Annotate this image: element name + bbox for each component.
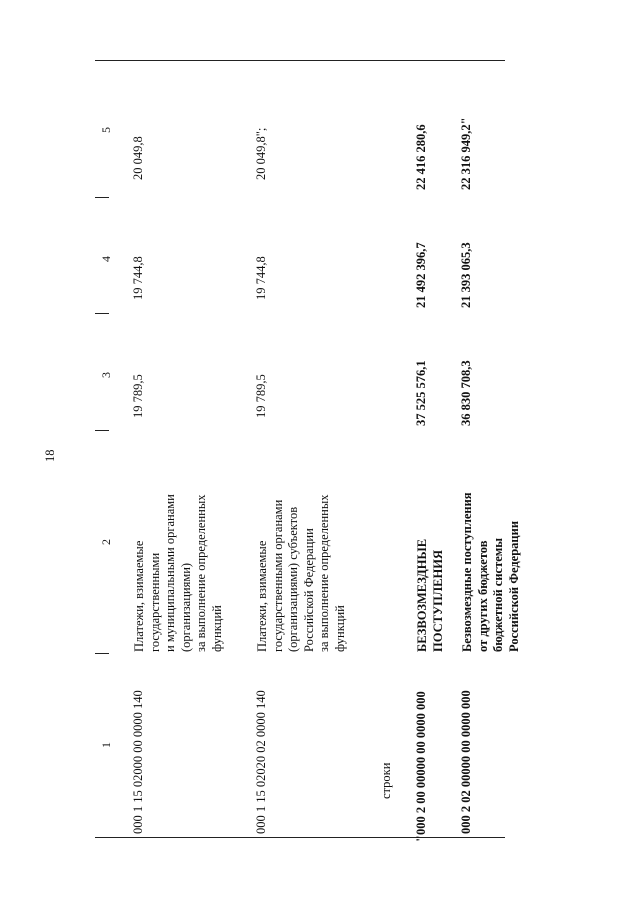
row-3-col3: 37 525 576,1: [414, 360, 428, 426]
row-4-code: 000 2 02 00000 00 0000 000: [459, 690, 473, 834]
column-header-4: 4: [99, 256, 113, 262]
row-1-col4: 19 744,8: [131, 256, 145, 300]
row-4-name-line: Безвозмездные поступления: [460, 492, 474, 652]
row-1-code: 000 1 15 02000 00 0000 140: [131, 690, 145, 834]
header-separator-1: [95, 653, 505, 667]
row-2-col5: 20 049,8";: [254, 127, 268, 180]
row-4-name-line: от других бюджетов: [475, 540, 490, 652]
row-2-code: 000 1 15 02020 02 0000 140: [254, 690, 268, 834]
row-3-col4: 21 492 396,7: [414, 242, 428, 308]
row-2-col3: 19 789,5: [254, 374, 268, 418]
column-header-3: 3: [99, 372, 113, 378]
row-1-col5: 20 049,8: [131, 136, 145, 180]
row-3-name-line: БЕЗВОЗМЕЗДНЫЕ: [415, 538, 429, 652]
row-4-col4: 21 393 065,3: [459, 242, 473, 308]
row-2-name-line: (организациями) субъектов: [286, 506, 300, 652]
row-1-col3: 19 789,5: [131, 374, 145, 418]
row-3-code: "000 2 00 00000 00 0000 000: [414, 691, 428, 842]
row-2-name: [255, 494, 348, 652]
row-2-name-line: за выполнение определенных: [317, 494, 331, 652]
header-tick-4: [95, 197, 109, 199]
row-2-name-line: Платежи, взимаемые: [255, 540, 269, 652]
row-1-name-line: за выполнение определенных: [194, 494, 208, 652]
row-3-name-line: ПОСТУПЛЕНИЯ: [430, 550, 445, 652]
page-number: 18: [43, 449, 57, 462]
row-4-name-line: бюджетной системы: [491, 537, 505, 652]
row-2-name-line: государственными органами: [270, 499, 285, 652]
row-1-name-line: (организациями): [178, 562, 193, 652]
row-1-name-line: и муниципальными органами: [163, 494, 177, 652]
row-4-name: [460, 492, 522, 652]
row-2-name-line: Российской Федерации: [301, 528, 316, 652]
column-header-1: 1: [99, 742, 113, 748]
header-tick-2: [95, 430, 109, 432]
table-bottom-rule: [95, 837, 505, 838]
table-top-rule: [95, 60, 505, 61]
header-tick-3: [95, 313, 109, 315]
row-1-name-line: государственными: [147, 552, 162, 652]
row-4-col5: 22 316 949,2": [459, 117, 473, 190]
row-1-name-line: функций: [209, 605, 224, 652]
row-3-col5: 22 416 280,6: [414, 124, 428, 190]
row-2-name-line: функций: [332, 605, 347, 652]
column-header-2: 2: [99, 539, 113, 545]
row-4-name-line: Российской Федерации: [506, 520, 521, 652]
column-header-5: 5: [99, 127, 113, 133]
row-4-col3: 36 830 708,3: [459, 360, 473, 426]
row-1-name-line: Платежи, взимаемые: [132, 540, 146, 652]
header-tick-1: [95, 653, 109, 655]
row-3-name: [415, 539, 446, 652]
row-2-col4: 19 744,8: [254, 256, 268, 300]
stroki-label: строки: [379, 762, 393, 799]
row-1-name: [132, 494, 225, 652]
